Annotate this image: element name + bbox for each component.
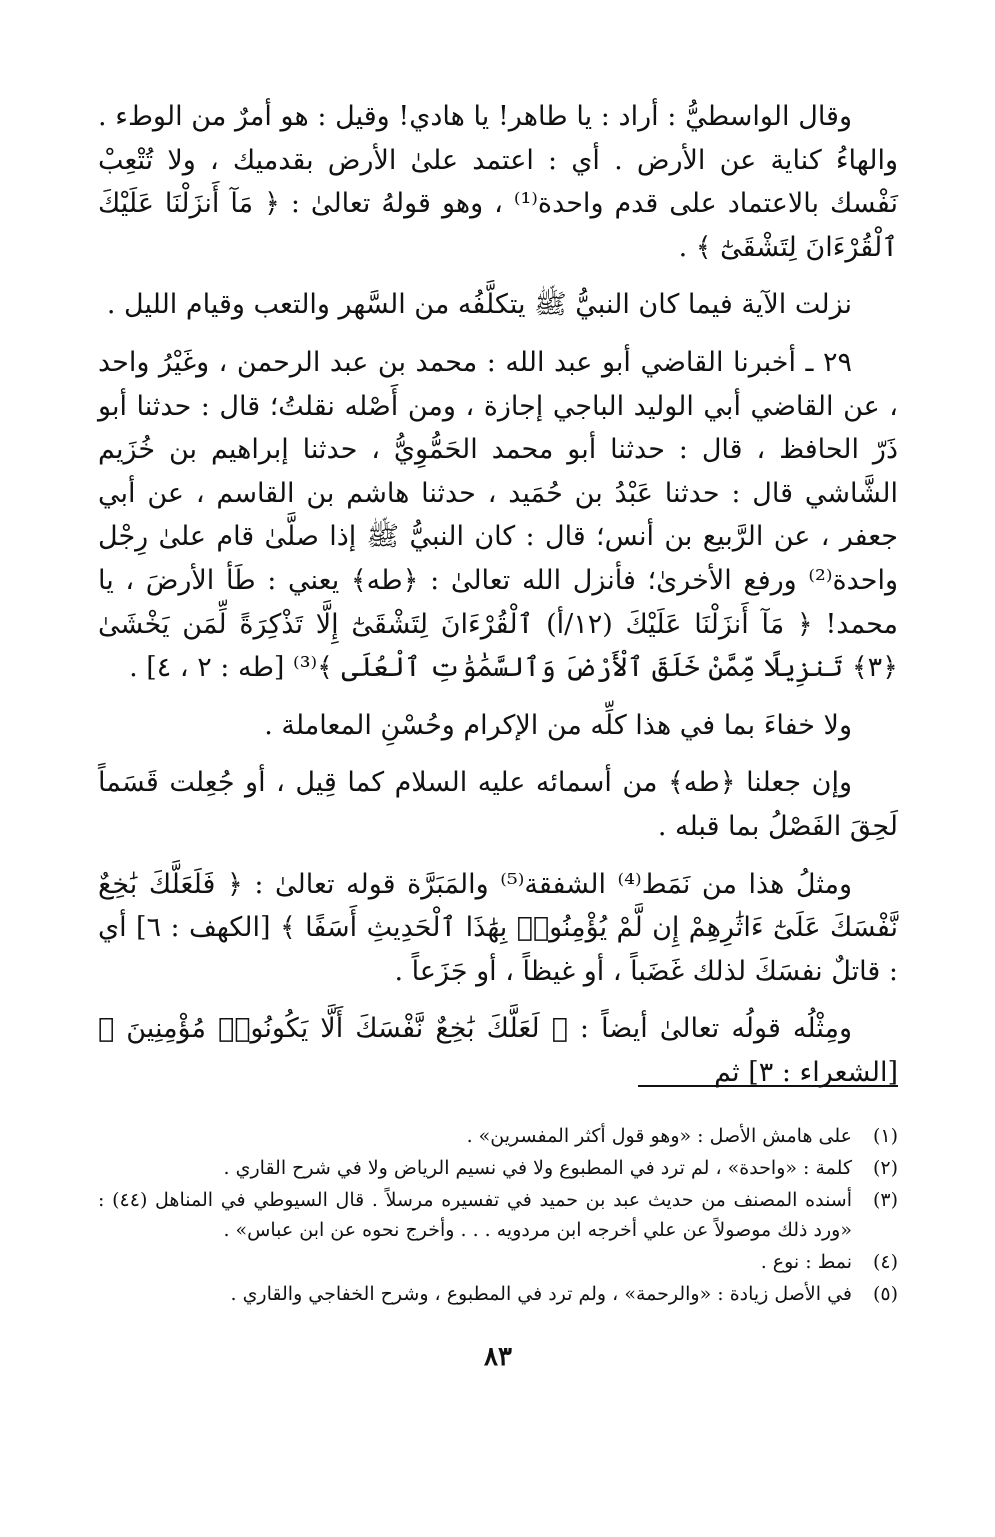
paragraph: وقال الواسطيُّ : أراد : يا طاهر! يا هادي! وقيل : هو أمرٌ من الوطء . والهاءُ كناية عن الأرض . أي : اعتمد علىٰ الأرض بقدميك ، ولا تُتْعِبْ نَفْسك بالاعتماد على قدم واحدة⁽¹⁾ ، وهو قولهُ تعالىٰ : ﴿ مَآ أَنزَلْنَا عَلَيْكَ ٱلْقُرْءَانَ لِتَشْقَىٰٓ ﴾ . <box>98 101 898 263</box>
footnote-divider <box>638 1085 898 1087</box>
footnote <box>98 1121 898 1151</box>
footnotes <box>98 1121 898 1311</box>
footnote-number: (٣) <box>872 1189 898 1211</box>
paragraph: ولا خفاءَ بما في هذا كلِّه من الإكرام وحُسْنِ المعاملة . <box>264 709 852 741</box>
footnote <box>98 1247 898 1277</box>
footnote-number: (٥) <box>872 1283 898 1305</box>
footnote-number: (٤) <box>872 1251 898 1273</box>
footnote-number: (٢) <box>872 1157 898 1179</box>
paragraph: ٢٩ ـ أخبرنا القاضي أبو عبد الله : محمد بن عبد الرحمن ، وغَيْرُ واحد ، عن القاضي أبي الوليد الباجي إجازة ، ومن أَصْله نقلتُ؛ قال : حدثنا أبو ذَرّ الحافظ ، قال : حدثنا أبو محمد الحَمُّوِيُّ ، حدثنا إبراهيم بن خُزَيم الشَّاشي قال : حدثنا عَبْدُ بن حُمَيد ، حدثنا هاشم بن القاسم ، عن أبي جعفر ، عن الرَّبيع بن أنس؛ قال : كان النبيُّ ﷺ إذا صلَّىٰ قام علىٰ رِجْل واحدة⁽²⁾ ورفع الأخرىٰ؛ فأنزل الله تعالىٰ : ﴿طه﴾ يعني : طَأ الأرضَ ، يا محمد! ﴿ مَآ أَنزَلْنَا عَلَيْكَ (١٢/أ) ٱلْقُرْءَانَ لِتَشْقَىٰٓ إِلَّا تَذْكِرَةً لِّمَن يَخْشَىٰ ﴿٣﴾ تَنزِيلًا مِّمَّنْ خَلَقَ ٱلْأَرْضَ وَٱلسَّمَٰوَٰتِ ٱلْعُلَى ﴾⁽³⁾ [طه : ٢ ، ٤] . <box>98 346 898 684</box>
page-number: ٨٣ <box>484 1342 512 1372</box>
footnote-text: كلمة : «واحدة» ، لم ترد في المطبوع ولا في نسيم الرياض ولا في شرح القاري . <box>223 1157 852 1179</box>
footnote <box>98 1185 898 1245</box>
footnote-text: في الأصل زيادة : «والرحمة» ، ولم ترد في المطبوع ، وشرح الخفاجي والقاري . <box>230 1283 852 1305</box>
footnote <box>98 1279 898 1309</box>
footnote-text: أسنده المصنف من حديث عبد بن حميد في تفسيره مرسلاً . قال السيوطي في المناهل (٤٤) : «ورد ذلك موصولاً عن علي أخرجه ابن مردويه . . . وأخرج نحوه عن ابن عباس» . <box>98 1189 852 1241</box>
paragraph: نزلت الآية فيما كان النبيُّ ﷺ يتكلَّفُه من السَّهر والتعب وقيام الليل . <box>106 289 852 321</box>
footnote-text: على هامش الأصل : «وهو قول أكثر المفسرين» . <box>466 1125 852 1147</box>
paragraph: ومِثْلُه قولُه تعالىٰ أيضاً : ﴿ لَعَلَّكَ بَٰخِعٌ نَّفْسَكَ أَلَّا يَكُونُوا۟ مُؤْمِنِينَ ﴾ [الشعراء : ٣] ثم <box>98 1013 898 1088</box>
footnote <box>98 1153 898 1183</box>
main-text <box>98 95 898 1094</box>
footnote-number: (١) <box>872 1125 898 1147</box>
footnote-text: نمط : نوع . <box>760 1251 852 1273</box>
page-body <box>98 95 898 1372</box>
paragraph: وإن جعلنا ﴿طه﴾ من أسمائه عليه السلام كما قِيل ، أو جُعِلت قَسَماً لَحِقَ الفَصْلُ بما قبله . <box>98 767 898 842</box>
paragraph: ومثلُ هذا من نَمَط⁽⁴⁾ الشفقة⁽⁵⁾ والمَبَرَّة قوله تعالىٰ : ﴿ فَلَعَلَّكَ بَٰخِعٌ نَّفْسَكَ عَلَىٰٓ ءَاثَٰرِهِمْ إِن لَّمْ يُؤْمِنُوا۟ بِهَٰذَا ٱلْحَدِيثِ أَسَفًا ﴾ [الكهف : ٦] أي : قاتلٌ نفسَكَ لذلك غَضَباً ، أو غيظاً ، أو جَزَعاً . <box>98 868 898 987</box>
